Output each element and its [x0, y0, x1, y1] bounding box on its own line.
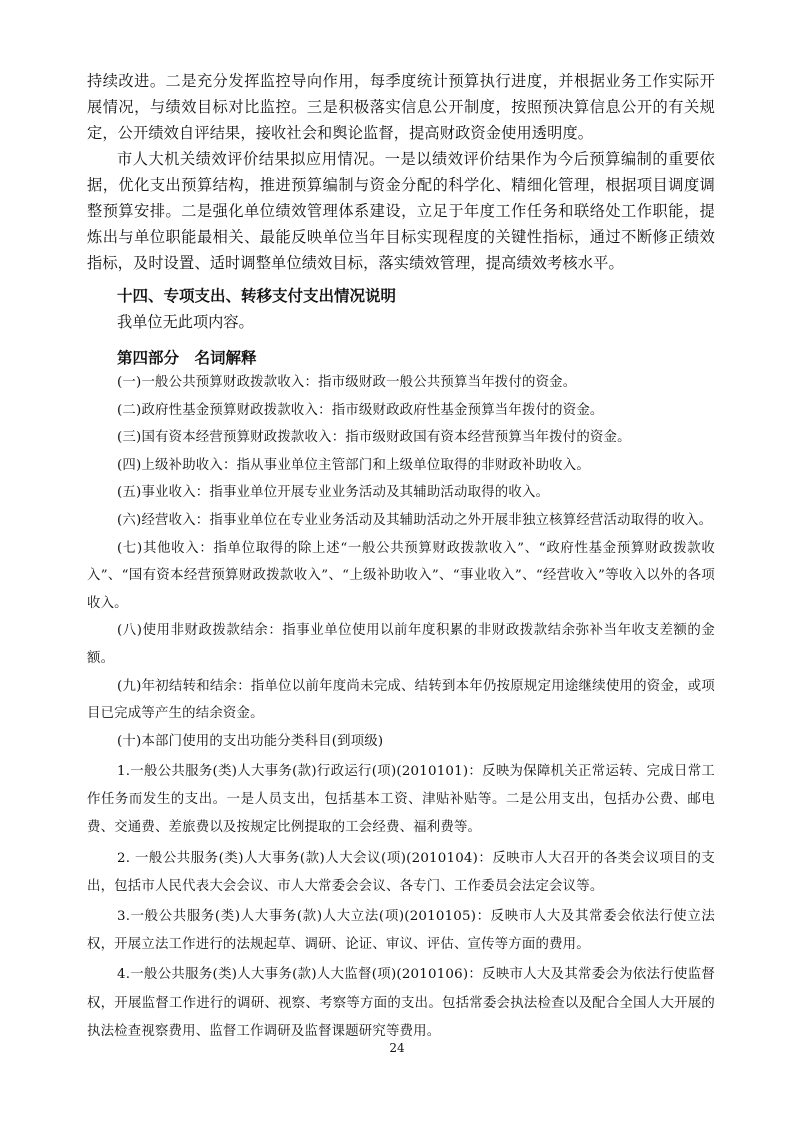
glossary-item-3: (三)国有资本经营预算财政拨款收入：指市级财政国有资本经营预算当年拨付的资金。 — [117, 430, 631, 446]
intro-paragraph-2: 市人大机关绩效评价结果拟应用情况。一是以绩效评价结果作为今后预算编制的重要依据，优化支出预算结构，推进预算编制与资金分配的科学化、精细化管理，根据项目调度调整预算安排。二是强化单位绩效管理体系建设，立足于年度工作任务和联络处工作职能，提炼出与单位职能最相关、最能反映单位当年目标实现程度的关键性指标，通过不断修正绩效指标，及时设置、适时调整单位绩效目标，落实绩效管理，提高绩效考核水平。 — [87, 150, 715, 272]
glossary-item-5: (五)事业收入：指事业单位开展专业业务活动及其辅助活动取得的收入。 — [117, 485, 550, 501]
glossary-item-9: (九)年初结转和结余：指单位以前年度尚未完成、结转到本年仍按原规定用途继续使用的资金，或项目已完成等产生的结余资金。 — [87, 678, 715, 722]
page-number: 24 — [389, 1041, 405, 1055]
glossary-item-10: (十)本部门使用的支出功能分类科目(到项级) — [117, 733, 384, 749]
intro-paragraph-1: 持续改进。二是充分发挥监控导向作用，每季度统计预算执行进度，并根据业务工作实际开展情况，与绩效目标对比监控。三是积极落实信息公开制度，按照预决算信息公开的有关规定，公开绩效自评结果，接收社会和舆论监督，提高财政资金使用透明度。 — [87, 72, 715, 142]
part-4-heading: 第四部分 名词解释 — [117, 349, 257, 367]
glossary-list — [87, 369, 715, 755]
glossary-item-8: (八)使用非财政拨款结余：指事业单位使用以前年度积累的非财政拨款结余弥补当年收支差额的金额。 — [87, 623, 715, 666]
glossary-item-7: (七)其他收入：指单位取得的除上述“一般公共预算财政拨款收入”、“政府性基金预算财政拨款收入”、“国有资本经营预算财政拨款收入”、“上级补助收入”、“事业收入”、“经营收入”等收入以外的各项收入。 — [87, 540, 715, 611]
expenditure-subject-3: 3.一般公共服务(类)人大事务(款)人大立法(项)(2010105)：反映市人大及其常委会依法行使立法权，开展立法工作进行的法规起草、调研、论证、审议、评估、宣传等方面的费用。 — [87, 909, 715, 953]
expenditure-subject-1: 1.一般公共服务(类)人大事务(款)行政运行(项)(2010101)：反映为保障机关正常运转、完成日常工作任务而发生的支出。一是人员支出，包括基本工资、津贴补贴等。二是公用支出，包括办公费、邮电费、交通费、差旅费以及按规定比例提取的工会经费、福利费等。 — [87, 764, 715, 836]
glossary-item-2: (二)政府性基金预算财政拨款收入：指市级财政政府性基金预算当年拨付的资金。 — [117, 402, 604, 418]
expenditure-subject-4: 4.一般公共服务(类)人大事务(款)人大监督(项)(2010106)：反映市人大及其常委会为依法行使监督权，开展监督工作进行的调研、视察、考察等方面的支出。包括常委会执法检查以及配合全国人大开展的执法检查视察费用、监督工作调研及监督课题研究等费用。 — [87, 967, 715, 1039]
glossary-item-4: (四)上级补助收入：指从事业单位主管部门和上级单位取得的非财政补助收入。 — [117, 457, 590, 473]
glossary-item-6: (六)经营收入：指事业单位在专业业务活动及其辅助活动之外开展非独立核算经营活动取得的收入。 — [117, 512, 713, 528]
glossary-item-1: (一)一般公共预算财政拨款收入：指市级财政一般公共预算当年拨付的资金。 — [117, 375, 577, 390]
expenditure-subjects-list — [87, 758, 715, 1046]
section-14-body: 我单位无此项内容。 — [117, 313, 254, 331]
section-14-heading: 十四、专项支出、转移支付支出情况说明 — [117, 287, 397, 305]
expenditure-subject-2: 2. 一般公共服务(类)人大事务(款)人大会议(项)(2010104)：反映市人大召开的各类会议项目的支出，包括市人民代表大会会议、市人大常委会会议、各专门、工作委员会法定会议等。 — [87, 850, 715, 894]
